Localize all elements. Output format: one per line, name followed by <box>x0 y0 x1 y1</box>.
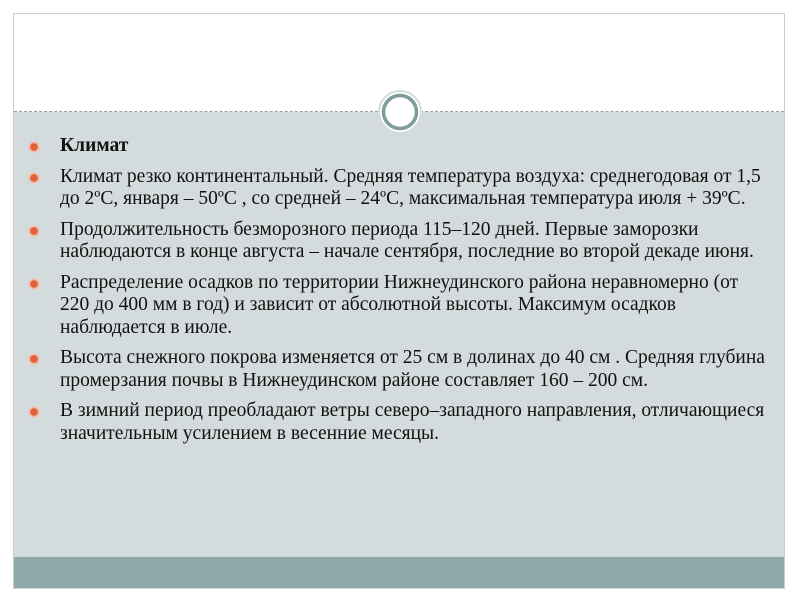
slide-title: Климат <box>60 135 129 156</box>
paragraph-text: В зимний период преобладают ветры северо–западного направления, отличающиеся значительным усилением в весенние месяцы. <box>60 400 765 444</box>
circle-bullet-icon <box>28 225 40 237</box>
list-item <box>28 219 768 264</box>
list-item <box>28 347 768 392</box>
list-item <box>28 135 768 158</box>
paragraph-text: Высота снежного покрова изменяется от 25 см в долинах до 40 см . Средняя глубина промерзания почвы в Нижнеудинском районе составляет 160 – 200 см. <box>60 347 765 391</box>
circle-bullet-icon <box>28 278 40 290</box>
ring-ornament-icon <box>377 89 423 135</box>
paragraph-text: Распределение осадков по территории Нижнеудинского района неравномерно (от 220 до 400 мм в год) и зависит от абсолютной высоты. Максимум осадков наблюдается в июле. <box>60 271 739 338</box>
circle-bullet-icon <box>28 353 40 365</box>
circle-bullet-icon <box>28 406 40 418</box>
list-item <box>28 272 768 340</box>
list-item <box>28 166 768 211</box>
footer-bar <box>14 557 784 588</box>
list-item <box>28 400 768 445</box>
circle-bullet-icon <box>28 141 40 153</box>
circle-bullet-icon <box>28 172 40 184</box>
paragraph-text: Климат резко континентальный. Средняя температура воздуха: среднегодовая от 1,5 до 2ºС, января – 50ºС , со средней – 24ºС, максимальная температура июля + 39ºС. <box>60 165 761 209</box>
content-list <box>28 135 768 453</box>
paragraph-text: Продолжительность безморозного периода 115–120 дней. Первые заморозки наблюдаются в конце августа – начале сентября, последние во второй декаде июня. <box>60 218 754 262</box>
